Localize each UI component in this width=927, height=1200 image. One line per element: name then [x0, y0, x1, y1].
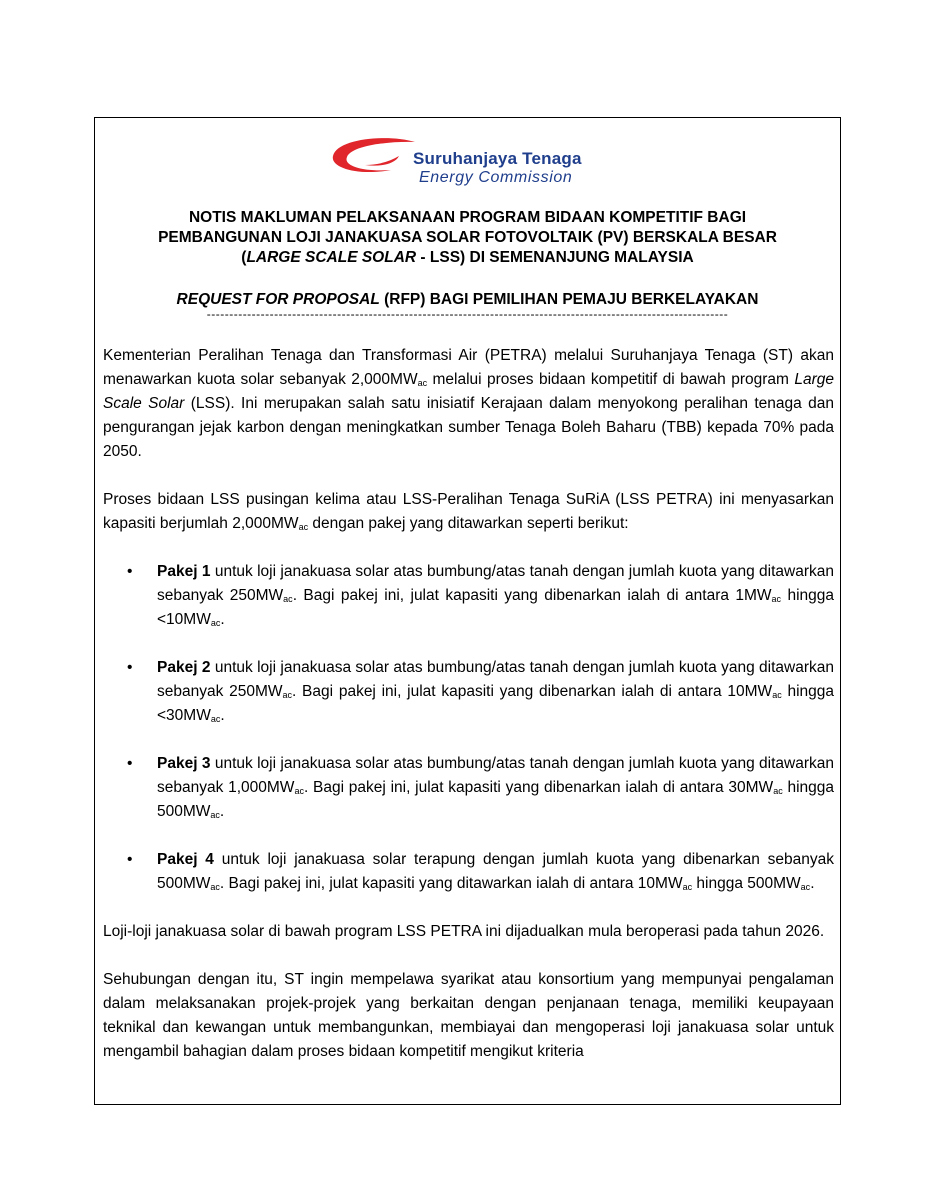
unit-subscript: ac [210, 810, 220, 820]
para1-text-b: melalui proses bidaan kompetitif di bawah program [427, 371, 795, 388]
paragraph-4: Sehubungan dengan itu, ST ingin mempelawa syarikat atau konsortium yang mempunyai pengalaman dalam melaksanakan projek-projek yang berkaitan dengan penjanaan tenaga, memiliki keupayaan teknikal dan kewangan untuk membangunkan, membiayai dan mengoperasi loji janakuasa solar untuk mengambil bahagian dalam proses bidaan kompetitif mengikut kriteria [103, 971, 834, 1060]
package-text: . Bagi pakej ini, julat kapasiti yang dibenarkan ialah di antara 1MW [292, 587, 772, 604]
paragraph-1 [103, 344, 834, 464]
unit-subscript: ac [417, 378, 428, 388]
package-label: Pakej 4 [157, 851, 214, 868]
package-text: untuk loji janakuasa solar terapung dengan jumlah kuota yang dibenarkan sebanyak 500MW [157, 851, 835, 892]
subtitle-italic: REQUEST FOR PROPOSAL [176, 291, 380, 308]
package-label: Pakej 2 [157, 659, 211, 676]
title-line-3 [95, 248, 840, 268]
unit-subscript: ac [210, 714, 221, 724]
paragraph-2 [103, 488, 834, 536]
package-text: . [810, 875, 815, 892]
unit-subscript: ac [772, 690, 782, 700]
unit-subscript: ac [283, 594, 293, 604]
bullet-icon: • [127, 659, 133, 676]
unit-subscript: ac [771, 594, 782, 604]
org-name-ms: Suruhanjaya Tenaga [413, 149, 582, 168]
unit-subscript: ac [210, 882, 220, 892]
package-text: . Bagi pakej ini, julat kapasiti yang dibenarkan ialah di antara 30MW [303, 779, 774, 796]
unit-subscript: ac [294, 786, 304, 796]
title-line-1: NOTIS MAKLUMAN PELAKSANAAN PROGRAM BIDAAN KOMPETITIF BAGI [188, 209, 747, 226]
list-item-pakej-3 [103, 752, 834, 824]
list-item-pakej-4 [103, 848, 834, 896]
title-paren: ( [241, 249, 247, 266]
package-text: untuk loji janakuasa solar atas bumbung/atas tanah dengan jumlah kuota yang ditawarkan sebanyak 250MW [157, 563, 835, 604]
package-text: untuk loji janakuasa solar atas bumbung/atas tanah dengan jumlah kuota yang ditawarkan sebanyak 1,000MW [157, 755, 835, 796]
package-label: Pakej 1 [157, 563, 211, 580]
package-text: hingga <10MW [157, 587, 835, 628]
energy-commission-logo [329, 136, 649, 188]
para1-text-a: Kementerian Peralihan Tenaga dan Transformasi Air (PETRA) melalui Suruhanjaya Tenaga (ST) akan menawarkan kuota solar sebanyak 2,000MW [103, 347, 834, 388]
document-frame [94, 117, 841, 1105]
package-text: . [220, 707, 225, 724]
title-italic: LARGE SCALE SOLAR [246, 249, 417, 266]
para1-italic: Large Scale Solar [103, 371, 834, 412]
title-line-2: PEMBANGUNAN LOJI JANAKUASA SOLAR FOTOVOLTAIK (PV) BERSKALA BESAR [158, 229, 777, 246]
swoosh-logo-icon [329, 136, 419, 188]
bullet-icon: • [127, 851, 133, 868]
bullet-icon: • [127, 563, 133, 580]
unit-subscript: ac [773, 786, 783, 796]
package-text: . [219, 803, 225, 820]
package-text: . Bagi pakej ini, julat kapasiti yang ditawarkan ialah di antara 10MW [219, 875, 683, 892]
package-text: hingga 500MW [157, 779, 834, 820]
unit-subscript: ac [800, 882, 811, 892]
subtitle-rest: (RFP) BAGI PEMILIHAN PEMAJU BERKELAYAKAN [379, 291, 759, 308]
bullet-icon: • [127, 755, 133, 772]
unit-subscript: ac [298, 522, 309, 532]
list-item-pakej-1 [103, 560, 834, 632]
unit-subscript: ac [682, 882, 693, 892]
package-label: Pakej 3 [157, 755, 211, 772]
unit-subscript: ac [282, 690, 293, 700]
package-text: untuk loji janakuasa solar atas bumbung/atas tanah dengan jumlah kuota yang ditawarkan sebanyak 250MW [157, 659, 835, 700]
title-line-3-rest: - LSS) DI SEMENANJUNG MALAYSIA [416, 249, 694, 266]
divider: -------------------------------------------------------------------------------------------------------------------- [206, 307, 729, 321]
package-text: . [220, 611, 225, 628]
para2-text-a: Proses bidaan LSS pusingan kelima atau LSS-Peralihan Tenaga SuRiA (LSS PETRA) ini menyasarkan kapasiti berjumlah 2,000MW [103, 491, 834, 532]
paragraph-3: Loji-loji janakuasa solar di bawah program LSS PETRA ini dijadualkan mula beroperasi pada tahun 2026. [103, 923, 825, 940]
list-item-pakej-2 [103, 656, 834, 728]
para2-text-b: dengan pakej yang ditawarkan seperti berikut: [308, 515, 629, 532]
package-text: hingga 500MW [692, 875, 801, 892]
org-name-en: Energy Commission [419, 169, 573, 186]
package-list [103, 560, 834, 896]
notice-body [103, 344, 834, 1088]
package-text: hingga <30MW [157, 683, 834, 724]
notice-title [95, 208, 840, 268]
para1-text-c: (LSS). Ini merupakan salah satu inisiatif Kerajaan dalam menyokong peralihan tenaga dan pengurangan jejak karbon dengan meningkatkan sumber Tenaga Boleh Baharu (TBB) kepada 70% pada 2050. [103, 395, 835, 460]
unit-subscript: ac [210, 618, 221, 628]
package-text: . Bagi pakej ini, julat kapasiti yang dibenarkan ialah di antara 10MW [292, 683, 773, 700]
